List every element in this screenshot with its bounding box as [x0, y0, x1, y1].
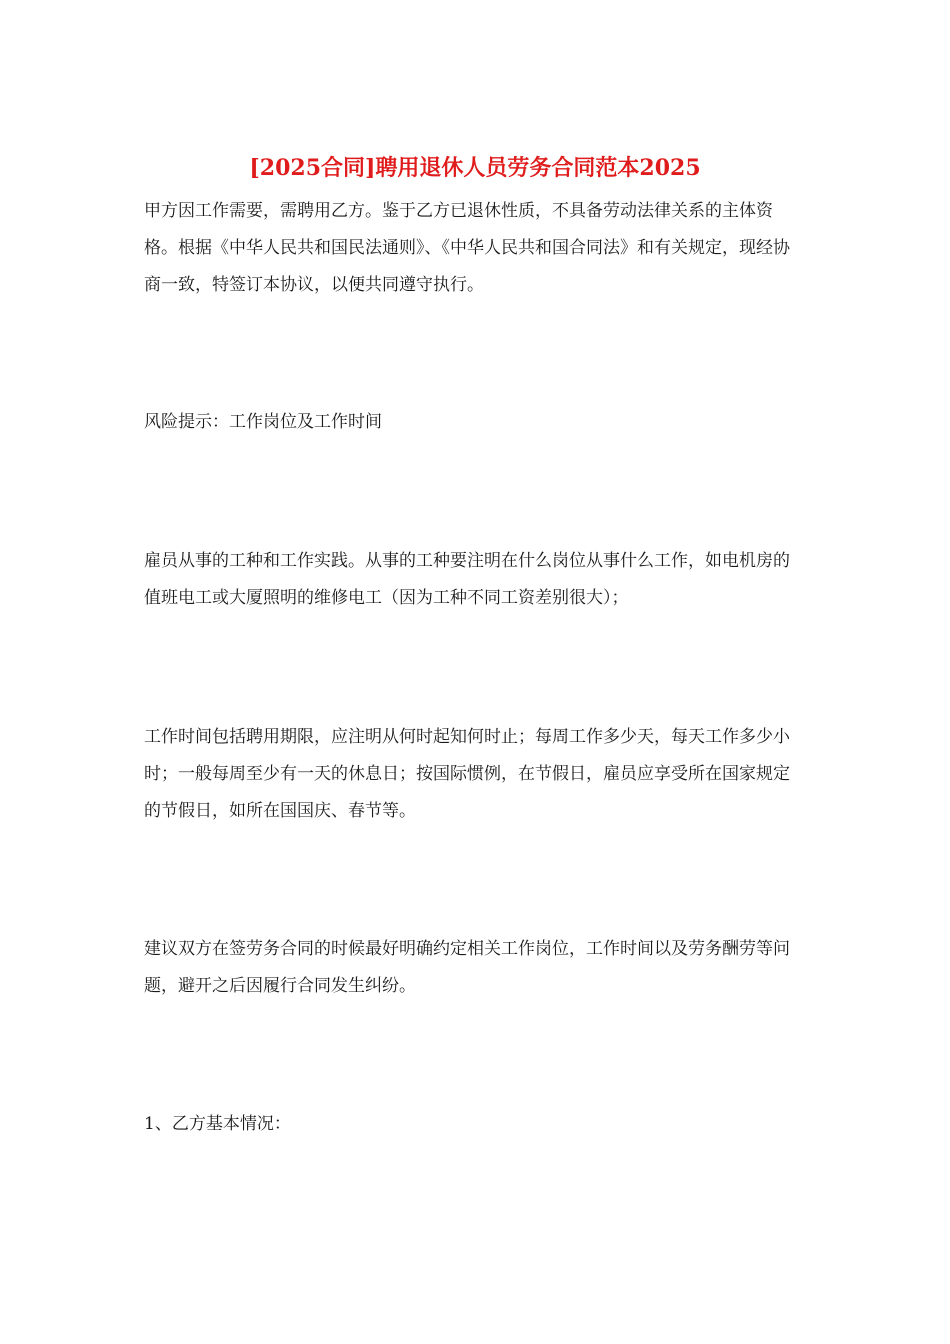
- section-heading-1: 1、乙方基本情况：: [144, 1114, 291, 1134]
- intro-paragraph: 甲方因工作需要，需聘用乙方。鉴于乙方已退休性质，不具备劳动法律关系的主体资格。根据《中华人民共和国民法通则》、《中华人民共和国合同法》和有关规定，现经协商一致，特签订本协议，以便共同遵守执行。: [144, 201, 790, 295]
- work-type-paragraph: 雇员从事的工种和工作实践。从事的工种要注明在什么岗位从事什么工作，如电机房的值班电工或大厦照明的维修电工（因为工种不同工资差别很大）；: [144, 551, 790, 608]
- work-time-paragraph: 工作时间包括聘用期限，应注明从何时起知何时止；每周工作多少天，每天工作多少小时；一般每周至少有一天的休息日；按国际惯例，在节假日，雇员应享受所在国家规定的节假日，如所在国国庆、春节等。: [144, 727, 790, 821]
- risk-heading: 风险提示：工作岗位及工作时间: [144, 412, 382, 432]
- advice-paragraph: 建议双方在签劳务合同的时候最好明确约定相关工作岗位，工作时间以及劳务酬劳等问题，避开之后因履行合同发生纠纷。: [144, 939, 790, 996]
- document-title: [2025合同]聘用退休人员劳务合同范本2025: [249, 155, 701, 181]
